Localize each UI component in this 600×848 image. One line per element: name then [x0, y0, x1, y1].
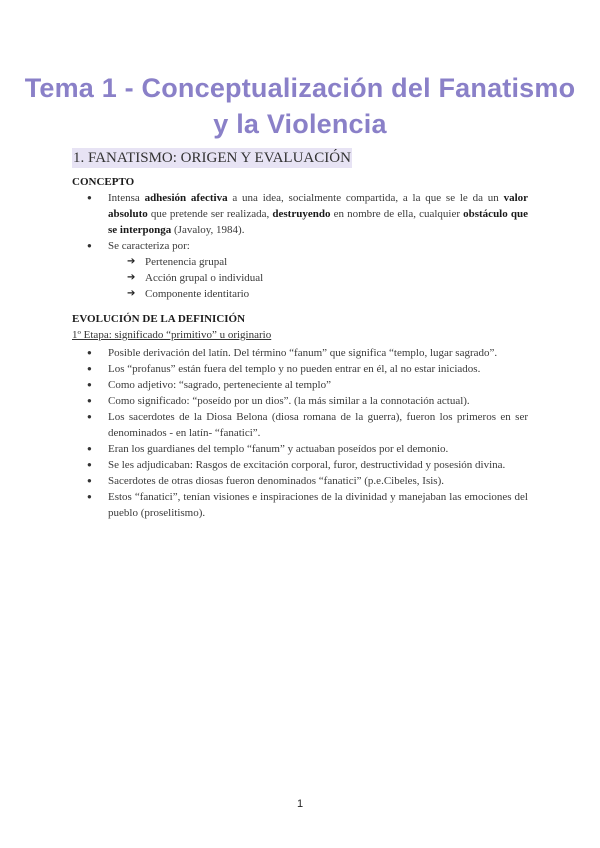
evolucion-heading: EVOLUCIÓN DE LA DEFINICIÓN: [72, 313, 246, 325]
characteristic-item: ➔ Pertenencia grupal: [72, 254, 528, 270]
title-line-2: y la Violencia: [213, 109, 387, 139]
definition-item: [72, 190, 528, 238]
evolucion-item: ● Como adjetivo: “sagrado, perteneciente al templo”: [72, 377, 528, 393]
evolucion-item: ● Estos “fanatici”, tenían visiones e inspiraciones de la divinidad y manejaban las emociones del pueblo (proselitismo).: [72, 489, 528, 521]
evolucion-item: ● Como significado: “poseído por un dios”. (la más similar a la connotación actual).: [72, 393, 528, 409]
characteristic-item: ➔ Componente identitario: [72, 286, 528, 302]
page-number: 1: [296, 798, 304, 810]
definition-bold-2: valor absoluto: [108, 192, 529, 220]
evolucion-item: ● Se les adjudicaban: Rasgos de excitación corporal, furor, destructividad y posesión divina.: [72, 457, 528, 473]
evolucion-item: ● Los sacerdotes de la Diosa Belona (diosa romana de la guerra), fueron los primeros en ser denominados - en latín- “fanatici”.: [72, 409, 528, 441]
definition-text-5: (Javaloy, 1984).: [171, 224, 245, 236]
evolucion-item: ● Sacerdotes de otras diosas fueron denominados “fanatici” (p.e.Cibeles, Isis).: [72, 473, 528, 489]
definition-text-2: a una idea, socialmente compartida, a la que se le da un: [227, 192, 504, 204]
characteristics-list: [72, 254, 528, 302]
definition-text-1: Intensa: [108, 192, 145, 204]
characteristic-item: ➔ Acción grupal o individual: [72, 270, 528, 286]
concepto-list: [72, 190, 528, 254]
title-line-1: Tema 1 - Conceptualización del Fanatismo: [24, 73, 576, 103]
evolucion-list: [72, 345, 528, 521]
document-title: [0, 70, 600, 142]
evolucion-item: ● Posible derivación del latín. Del término “fanum” que significa “templo, lugar sagrado”.: [72, 345, 528, 361]
definition-text-4: en nombre de ella, cualquier: [330, 208, 464, 220]
definition-bold-4: obstáculo que se interponga: [108, 208, 528, 236]
concepto-heading: CONCEPTO: [72, 176, 135, 188]
section-heading: 1. FANATISMO: ORIGEN Y EVALUACIÓN: [73, 150, 351, 166]
stage-heading: 1º Etapa: significado “primitivo” u originario: [72, 329, 272, 341]
evolucion-item: ● Eran los guardianes del templo “fanum” y actuaban poseídos por el demonio.: [72, 441, 528, 457]
definition-bold-3: destruyendo: [272, 208, 331, 220]
definition-bold-1: adhesión afectiva: [144, 192, 228, 204]
evolucion-item: ● Los “profanus” están fuera del templo y no pueden entrar en él, al no estar iniciados.: [72, 361, 528, 377]
definition-text-3: que pretende ser realizada,: [147, 208, 273, 220]
caracteriza-item: ● Se caracteriza por:: [72, 238, 528, 254]
